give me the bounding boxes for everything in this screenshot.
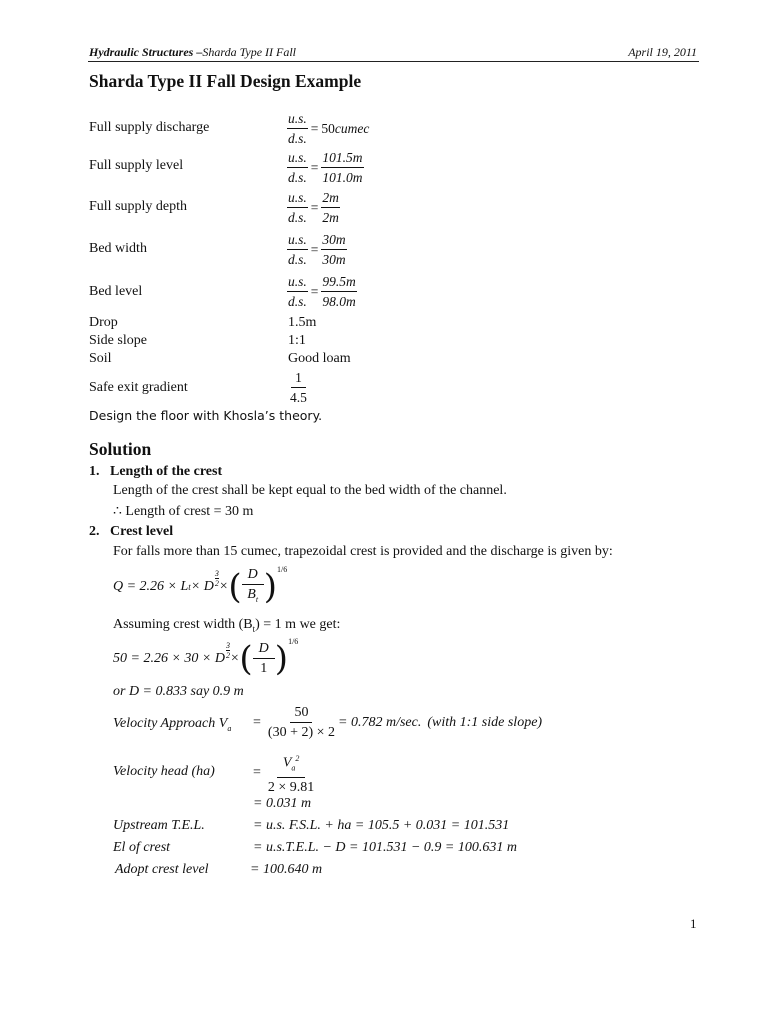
discharge-formula: Q = 2.26 × L t × D $\frac{3}{2}$ × ( $\frac{D}{B_t}$ ) 1/6 [113,565,288,607]
formula-power: 1/6 [276,565,288,575]
velocity-result: = 0.782 m/sec. [338,714,422,730]
head-eq-sign: = [253,765,261,781]
assume-sub: t [252,623,256,634]
crest-elevation-label: El of crest [113,840,171,855]
exp-num: 3 [214,569,219,579]
step-number: 1. [89,464,100,479]
header-rule [88,61,699,62]
frac-den: B [247,587,256,602]
given-label-fsl: Full supply level [89,158,184,173]
assume-text-b: ) = 1 m we get: [255,617,341,632]
given-value-discharge: $\frac{u.s.}{d.s.}$ = 50 cumec [288,111,370,146]
ds-value: 30m [322,252,346,267]
gradient-denominator: 4.5 [290,390,307,405]
head-num: V [282,755,292,771]
formula-times: × [218,578,229,594]
ds-value: 98.0m [322,294,356,309]
ds-value: 2m [322,210,339,225]
header-title: Hydraulic Structures – [89,45,203,59]
us-label: u.s. [287,231,308,250]
velocity-sub: a [227,723,232,733]
velocity-approach-label [113,716,231,733]
step-1-result: ∴ Length of crest = 30 m [113,504,254,519]
formula2-lhs: 50 = 2.26 × 30 × D [113,650,225,666]
given-value-bed-level: $\frac{u.s.}{d.s.}$ = $\frac{99.5m}{98.0m}$ [288,274,356,309]
given-label-drop: Drop [89,315,118,330]
us-value: 2m [321,189,340,208]
given-value-bed-width: $\frac{u.s.}{d.s.}$ = $\frac{30m}{30m}$ [288,232,346,267]
us-label: u.s. [287,273,308,292]
exp-den: 2 [214,579,219,589]
formula2-power: 1/6 [288,637,299,646]
step-1-text: Length of the crest shall be kept equal to the bed width of the channel. [113,483,507,498]
velocity-head-label: Velocity head (ha) [113,764,215,779]
given-label-exit-gradient: Safe exit gradient [89,380,188,395]
us-value: 99.5m [321,273,356,292]
frac-num: D [253,640,275,659]
ds-label: d.s. [288,294,307,309]
frac-num: D [242,566,264,585]
assume-text-a: Assuming crest width (B [113,617,253,632]
upstream-tel-label: Upstream T.E.L. [113,818,205,833]
adopt-crest-value: = 100.640 m [250,862,323,877]
depth-result: or D = 0.833 say 0.9 m [113,684,244,699]
velocity-approach-equation [253,704,542,741]
given-value-depth: $\frac{u.s.}{d.s.}$ = $\frac{2m}{2m}$ [288,190,339,225]
formula-sub-t: t [188,581,191,592]
frac-den: 1 [260,661,268,676]
step-2-heading [89,524,173,540]
given-value-exit-gradient [289,369,308,406]
velocity-den: (30 + 2) × 2 [267,725,336,740]
velocity-num: 50 [290,704,312,723]
step-2-text: For falls more than 15 cumec, trapezoidal crest is provided and the discharge is given by: [113,544,613,559]
given-value-drop: 1.5m [288,315,317,330]
step-title: Crest level [110,524,174,539]
given-label-bed-level: Bed level [89,284,143,299]
assumption-text [113,617,340,634]
header-date: April 19, 2011 [628,45,697,59]
formula-lhs: Q = 2.26 × L [113,578,189,594]
step-1-heading [89,464,222,480]
us-label: u.s. [287,149,308,168]
head-den: 2 × 9.81 [267,780,315,796]
page-number: 1 [690,916,697,931]
crest-elevation-value: = u.s.T.E.L. − D = 101.531 − 0.9 = 100.631 m [253,840,517,855]
discharge-number: 50 [321,120,335,136]
exp-num: 3 [225,641,230,650]
head-num-sup: 2 [295,754,300,763]
step-number: 2. [89,524,100,539]
velocity-head-result: = 0.031 m [253,796,312,811]
formula2-times: × [229,650,240,666]
us-label: u.s. [287,189,308,208]
formula-mid: × D [190,578,214,594]
us-value: 101.5m [321,149,363,168]
design-note: Design the floor with Khosla’s theory. [89,408,323,423]
exp-den: 2 [225,651,230,660]
velocity-label-text: Velocity Approach V [113,716,228,731]
step-title: Length of the crest [110,464,223,479]
given-label-depth: Full supply depth [89,199,188,214]
velocity-note: (with 1:1 side slope) [427,714,543,730]
head-num-sub: a [291,763,296,773]
running-header-left [89,45,296,60]
given-label-bed-width: Bed width [89,241,147,256]
discharge-formula-substituted: 50 = 2.26 × 30 × D $\frac{3}{2}$ × ( $\frac{D}{1}$ ) 1/6 [113,637,299,679]
ds-value: 101.0m [322,170,363,185]
header-subtitle: Sharda Type II Fall [202,45,297,59]
given-value-fsl: $\frac{u.s.}{d.s.}$ = $\frac{101.5m}{101.0m}$ [288,150,363,185]
velocity-head-equation [253,750,315,796]
ds-label: d.s. [288,210,307,225]
frac-den-sub: t [255,594,259,604]
solution-heading: Solution [89,439,152,459]
us-label: u.s. [287,110,308,129]
upstream-tel-value: = u.s. F.S.L. + ha = 105.5 + 0.031 = 101.531 [253,818,510,833]
us-value: 30m [321,231,346,250]
given-label-side-slope: Side slope [89,333,147,348]
given-label-discharge: Full supply discharge [89,120,210,135]
discharge-unit: cumec [334,120,370,136]
ds-label: d.s. [288,131,307,146]
given-value-side-slope: 1:1 [288,333,306,348]
given-label-soil: Soil [89,351,112,366]
adopt-crest-label: Adopt crest level [115,862,209,877]
velocity-eq-sign: = [253,714,261,730]
ds-label: d.s. [288,170,307,185]
ds-label: d.s. [288,252,307,267]
page-title: Sharda Type II Fall Design Example [89,71,362,91]
gradient-numerator: 1 [291,369,306,388]
given-value-soil: Good loam [288,351,351,366]
